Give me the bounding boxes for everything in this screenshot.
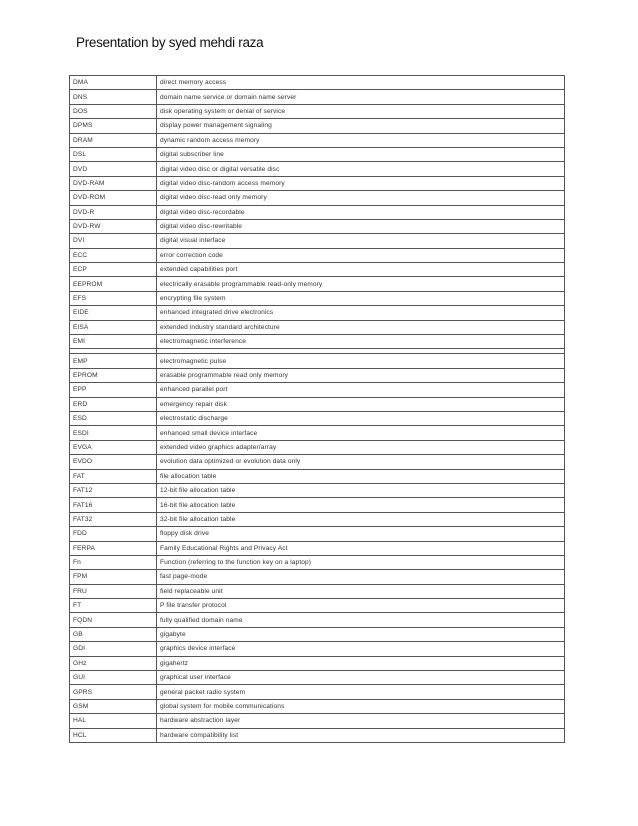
abbreviation-cell: DSL <box>70 147 157 161</box>
abbreviation-cell: EEPROM <box>70 277 157 291</box>
meaning-cell: gigahertz <box>157 656 565 670</box>
table-row <box>70 469 565 483</box>
meaning-cell: disk operating system or denial of service <box>157 104 565 118</box>
abbreviation-cell: GDI <box>70 642 157 656</box>
meaning-cell: gigabyte <box>157 627 565 641</box>
abbreviation-cell: DMA <box>70 76 157 90</box>
meaning-cell: electrically erasable programmable read-only memory <box>157 277 565 291</box>
meaning-cell: fast page-mode <box>157 570 565 584</box>
abbreviation-cell: GPRS <box>70 685 157 699</box>
table-row <box>70 277 565 291</box>
table-row <box>70 714 565 728</box>
table-row <box>70 728 565 742</box>
meaning-cell: enhanced parallel port <box>157 383 565 397</box>
meaning-cell: floppy disk drive <box>157 527 565 541</box>
abbreviation-cell: DVD-ROM <box>70 191 157 205</box>
abbreviation-cell: DVD-R <box>70 205 157 219</box>
acronym-table <box>69 75 565 743</box>
table-row <box>70 263 565 277</box>
meaning-cell: digital visual interface <box>157 234 565 248</box>
meaning-cell: digital video disc-recordable <box>157 205 565 219</box>
table-row <box>70 383 565 397</box>
abbreviation-cell: ECC <box>70 248 157 262</box>
abbreviation-cell: DVD-RW <box>70 219 157 233</box>
meaning-cell: evolution data optimized or evolution data only <box>157 455 565 469</box>
table-row <box>70 455 565 469</box>
table-row <box>70 234 565 248</box>
meaning-cell: graphical user interface <box>157 671 565 685</box>
meaning-cell: erasable programmable read only memory <box>157 368 565 382</box>
table-row <box>70 176 565 190</box>
table-row <box>70 627 565 641</box>
abbreviation-cell: FAT16 <box>70 498 157 512</box>
meaning-cell: dynamic random access memory <box>157 133 565 147</box>
abbreviation-cell: EIDE <box>70 306 157 320</box>
meaning-cell: extended video graphics adapter/array <box>157 440 565 454</box>
abbreviation-cell: DOS <box>70 104 157 118</box>
abbreviation-cell: FERPA <box>70 541 157 555</box>
table-row <box>70 570 565 584</box>
abbreviation-cell: ERD <box>70 397 157 411</box>
abbreviation-cell: DNS <box>70 90 157 104</box>
meaning-cell: electromagnetic interference <box>157 335 565 349</box>
meaning-cell: direct memory access <box>157 76 565 90</box>
meaning-cell: 16-bit file allocation table <box>157 498 565 512</box>
table-row <box>70 354 565 368</box>
meaning-cell: digital subscriber line <box>157 147 565 161</box>
abbreviation-cell: DVD <box>70 162 157 176</box>
table-row <box>70 584 565 598</box>
meaning-cell: 32-bit file allocation table <box>157 512 565 526</box>
table-row <box>70 205 565 219</box>
table-row <box>70 90 565 104</box>
table-row <box>70 671 565 685</box>
abbreviation-cell: EVGA <box>70 440 157 454</box>
meaning-cell: extended industry standard architecture <box>157 320 565 334</box>
abbreviation-cell: DVI <box>70 234 157 248</box>
abbreviation-cell: DVD-RAM <box>70 176 157 190</box>
table-row <box>70 104 565 118</box>
meaning-cell: Function (referring to the function key on a laptop) <box>157 555 565 569</box>
abbreviation-cell: GB <box>70 627 157 641</box>
abbreviation-cell: HAL <box>70 714 157 728</box>
table-row <box>70 613 565 627</box>
meaning-cell: encrypting file system <box>157 291 565 305</box>
table-row <box>70 219 565 233</box>
abbreviation-cell: FRU <box>70 584 157 598</box>
meaning-cell: display power management signaling <box>157 119 565 133</box>
table-row <box>70 411 565 425</box>
abbreviation-cell: GUI <box>70 671 157 685</box>
abbreviation-cell: GSM <box>70 699 157 713</box>
meaning-cell: P file transfer protocol <box>157 599 565 613</box>
abbreviation-cell: DPMS <box>70 119 157 133</box>
table-row <box>70 642 565 656</box>
table-row <box>70 699 565 713</box>
abbreviation-cell: EPP <box>70 383 157 397</box>
meaning-cell: digital video disc-read only memory <box>157 191 565 205</box>
table-row <box>70 76 565 90</box>
meaning-cell: graphics device interface <box>157 642 565 656</box>
abbreviation-cell: FAT12 <box>70 483 157 497</box>
meaning-cell: Family Educational Rights and Privacy Act <box>157 541 565 555</box>
abbreviation-cell: EVDO <box>70 455 157 469</box>
table-row <box>70 335 565 349</box>
page-title: Presentation by syed mehdi raza <box>76 35 264 50</box>
abbreviation-cell: FT <box>70 599 157 613</box>
abbreviation-cell: EFS <box>70 291 157 305</box>
table-row <box>70 656 565 670</box>
meaning-cell: error correction code <box>157 248 565 262</box>
meaning-cell: electrostatic discharge <box>157 411 565 425</box>
abbreviation-cell: ESD <box>70 411 157 425</box>
table-row <box>70 291 565 305</box>
abbreviation-cell: EISA <box>70 320 157 334</box>
meaning-cell: digital video disc-rewritable <box>157 219 565 233</box>
table-row <box>70 119 565 133</box>
meaning-cell: file allocation table <box>157 469 565 483</box>
table-row <box>70 512 565 526</box>
abbreviation-cell: EPROM <box>70 368 157 382</box>
abbreviation-cell: ECP <box>70 263 157 277</box>
abbreviation-cell: EMI <box>70 335 157 349</box>
meaning-cell: emergency repair disk <box>157 397 565 411</box>
abbreviation-cell: Fn <box>70 555 157 569</box>
acronym-table-body <box>70 76 565 743</box>
meaning-cell: electromagnetic pulse <box>157 354 565 368</box>
abbreviation-cell: FPM <box>70 570 157 584</box>
abbreviation-cell: EMP <box>70 354 157 368</box>
meaning-cell: extended capabilities port <box>157 263 565 277</box>
table-row <box>70 483 565 497</box>
table-row <box>70 397 565 411</box>
abbreviation-cell: FAT <box>70 469 157 483</box>
meaning-cell: general packet radio system <box>157 685 565 699</box>
table-row <box>70 440 565 454</box>
meaning-cell: enhanced small device interface <box>157 426 565 440</box>
abbreviation-cell: HCL <box>70 728 157 742</box>
table-row <box>70 320 565 334</box>
table-row <box>70 599 565 613</box>
abbreviation-cell: ESDI <box>70 426 157 440</box>
abbreviation-cell: GHz <box>70 656 157 670</box>
meaning-cell: fully qualified domain name <box>157 613 565 627</box>
meaning-cell: digital video disc-random access memory <box>157 176 565 190</box>
meaning-cell: field replaceable unit <box>157 584 565 598</box>
table-row <box>70 191 565 205</box>
table-row <box>70 248 565 262</box>
abbreviation-cell: FDD <box>70 527 157 541</box>
abbreviation-cell: DRAM <box>70 133 157 147</box>
table-row <box>70 498 565 512</box>
meaning-cell: hardware abstraction layer <box>157 714 565 728</box>
meaning-cell: hardware compatibility list <box>157 728 565 742</box>
abbreviation-cell: FAT32 <box>70 512 157 526</box>
table-row <box>70 541 565 555</box>
meaning-cell: domain name service or domain name server <box>157 90 565 104</box>
table-row <box>70 133 565 147</box>
meaning-cell: 12-bit file allocation table <box>157 483 565 497</box>
table-row <box>70 368 565 382</box>
meaning-cell: digital video disc or digital versatile disc <box>157 162 565 176</box>
abbreviation-cell: FQDN <box>70 613 157 627</box>
meaning-cell: enhanced integrated drive electronics <box>157 306 565 320</box>
table-row <box>70 426 565 440</box>
table-row <box>70 555 565 569</box>
meaning-cell: global system for mobile communications <box>157 699 565 713</box>
table-row <box>70 147 565 161</box>
table-row <box>70 685 565 699</box>
table-row <box>70 162 565 176</box>
table-row <box>70 527 565 541</box>
table-row <box>70 306 565 320</box>
